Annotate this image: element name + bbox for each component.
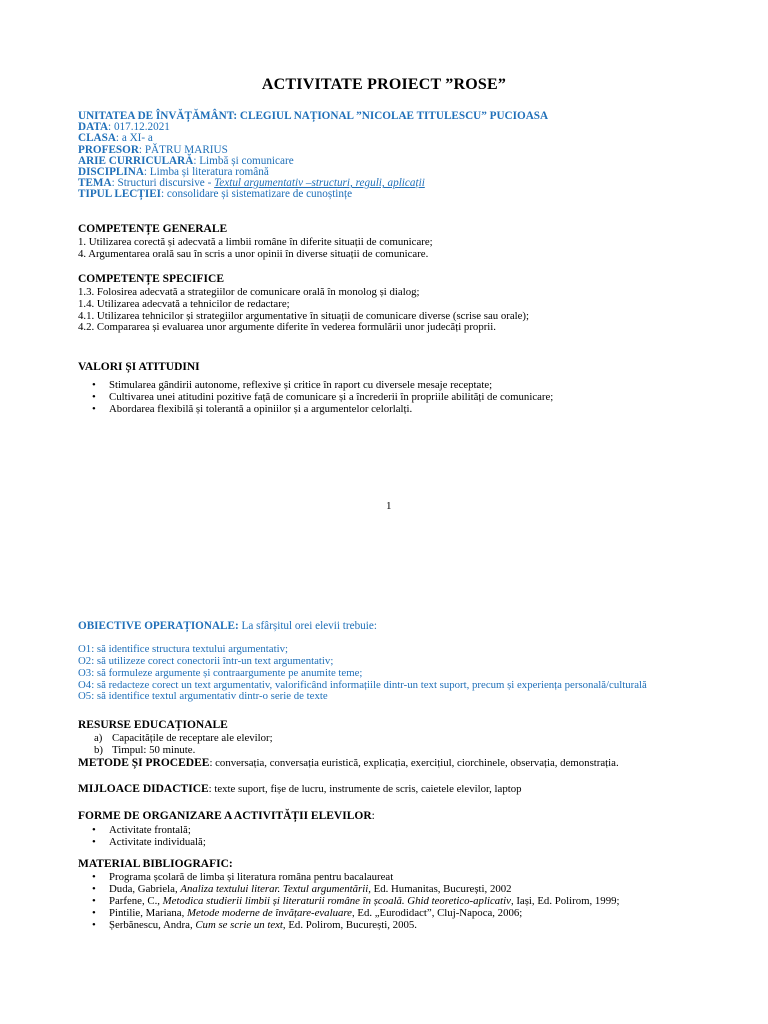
list-item: • Activitate individuală; bbox=[92, 836, 206, 848]
disciplina-value: : Limba și literatura română bbox=[143, 165, 269, 178]
bibliografie-section bbox=[78, 858, 718, 931]
arie-value: : Limbă și comunicare bbox=[193, 154, 294, 167]
competenta-generala-item: 1. Utilizarea corectă și adecvată a limbii române în diferite situații de comunicare; bbox=[78, 236, 433, 248]
profesor-label: PROFESOR bbox=[78, 143, 139, 156]
page-number: 1 bbox=[386, 500, 392, 512]
list-item: • Parfene, C., Metodica studierii limbii și literaturii române în școală. Ghid teoretico-aplicativ, Iași, Ed. Polirom, 1999; bbox=[92, 895, 620, 907]
bullet-icon: • bbox=[92, 824, 96, 836]
obiectiv-item: O5: să identifice textul argumentativ dintr-o serie de texte bbox=[78, 690, 328, 703]
forme-section: FORME DE ORGANIZARE A ACTIVITĂȚII ELEVILOR: • Activitate frontală; • Activitate individuală; bbox=[78, 810, 718, 848]
mijloace-label: MIJLOACE DIDACTICE bbox=[78, 783, 209, 795]
list-item: a) Capacitățile de receptare ale elevilor; bbox=[94, 732, 273, 744]
competente-generale-section bbox=[78, 223, 718, 261]
bullet-icon: • bbox=[92, 391, 96, 403]
valori-section bbox=[78, 361, 718, 415]
forme-list bbox=[78, 824, 718, 848]
competente-specifice-heading: COMPETENȚE SPECIFICE bbox=[78, 273, 225, 285]
profesor-value: : PĂTRU MARIUS bbox=[138, 143, 228, 156]
mijloace-value: : texte suport, fișe de lucru, instrumente de scris, caietele elevilor, laptop bbox=[208, 783, 522, 795]
competenta-specifica-item: 1.4. Utilizarea adecvată a tehnicilor de redactare; bbox=[78, 297, 290, 310]
tipul-value: : consolidare și sistematizare de cunoștințe bbox=[161, 188, 353, 201]
competente-specifice-section bbox=[78, 273, 718, 334]
clasa-label: CLASA bbox=[78, 132, 116, 145]
list-item: • Șerbănescu, Andra, Cum se scrie un text, Ed. Polirom, București, 2005. bbox=[92, 919, 417, 931]
data-value: : 017.12.2021 bbox=[108, 121, 170, 134]
bullet-icon: • bbox=[92, 403, 96, 415]
bibliografie-heading: MATERIAL BIBLIOGRAFIC: bbox=[78, 858, 233, 870]
bullet-icon: • bbox=[92, 379, 96, 391]
competente-generale-heading: COMPETENȚE GENERALE bbox=[78, 223, 228, 235]
unitate-label: UNITATEA DE ÎNVĂȚĂMÂNT bbox=[78, 110, 234, 122]
lesson-info bbox=[78, 111, 718, 201]
tema-label: TEMA bbox=[78, 177, 112, 190]
forme-heading: FORME DE ORGANIZARE A ACTIVITĂȚII ELEVILOR bbox=[78, 810, 372, 822]
metode-value: : conversația, conversația euristică, explicația, exercițiul, ciorchinele, observația, demonstrația. bbox=[209, 757, 619, 769]
tipul-label: TIPUL LECȚIEI bbox=[78, 188, 162, 201]
obiective-heading-line bbox=[78, 621, 718, 632]
obiectiv-item: O3: să formuleze argumente și contraargumente pe anumite teme; bbox=[78, 666, 363, 679]
page-title: ACTIVITATE PROIECT ”ROSE” bbox=[261, 76, 507, 93]
mijloace-section bbox=[78, 784, 718, 796]
list-item: • Cultivarea unei atitudini pozitive față de comunicare și a încrederii în propriile abilități de comunicare; bbox=[92, 391, 554, 403]
list-item: • Stimularea gândirii autonome, reflexive și critice în raport cu diversele mesaje receptate; bbox=[92, 379, 493, 391]
list-item: • Abordarea flexibilă și tolerantă a opiniilor și a argumentelor celorlalți. bbox=[92, 403, 413, 415]
competenta-specifica-item: 1.3. Folosirea adecvată a strategiilor de comunicare orală în monolog și dialog; bbox=[78, 286, 420, 298]
arie-label: ARIE CURRICULARĂ bbox=[78, 154, 194, 167]
competenta-specifica-item: 4.2. Compararea și evaluarea unor argumente diferite în vederea formulării unor judecăți proprii. bbox=[78, 321, 497, 334]
resurse-list bbox=[78, 732, 718, 756]
resurse-heading: RESURSE EDUCAȚIONALE bbox=[78, 719, 228, 731]
obiectiv-item: O4: să redacteze corect un text argumentativ, valorificând informațiile dintr-un text suport, precum și experiența personală/culturală bbox=[78, 678, 647, 691]
list-item: b) Timpul: 50 minute. bbox=[94, 744, 196, 756]
obiective-section bbox=[78, 621, 718, 703]
valori-heading: VALORI ȘI ATITUDINI bbox=[78, 361, 200, 373]
info-data bbox=[78, 122, 718, 133]
clasa-value: : a XI- a bbox=[115, 132, 153, 145]
bullet-icon: • bbox=[92, 871, 96, 883]
valori-list bbox=[78, 379, 718, 415]
bullet-icon: • bbox=[92, 919, 96, 931]
tema-link[interactable]: Textul argumentativ –structuri, reguli, aplicații bbox=[214, 177, 425, 190]
bibliografie-list bbox=[78, 871, 718, 931]
competenta-generala-item: 4. Argumentarea orală sau în scris a unor opinii în diverse situații de comunicare. bbox=[78, 247, 429, 260]
list-item: • Programa școlară de limba și literatura româna pentru bacalaureat bbox=[92, 871, 394, 883]
metode-section bbox=[78, 758, 718, 770]
obiectiv-item: O1: să identifice structura textului argumentativ; bbox=[78, 643, 288, 656]
obiective-intro: La sfârșitul orei elevii trebuie: bbox=[238, 620, 377, 632]
unitate-value: : CLEGIUL NAȚIONAL ”NICOLAE TITULESCU” PUCIOASA bbox=[233, 110, 549, 122]
disciplina-label: DISCIPLINA bbox=[78, 165, 144, 178]
list-item: • Pintilie, Mariana, Metode moderne de învățare-evaluare, Ed. „Eurodidact”, Cluj-Napoca, 2006; bbox=[92, 907, 523, 919]
list-item: • Duda, Gabriela, Analiza textului literar. Textul argumentării, Ed. Humanitas, București, 2002 bbox=[92, 883, 512, 895]
data-label: DATA bbox=[78, 121, 109, 134]
list-item: • Activitate frontală; bbox=[92, 824, 191, 836]
obiective-heading: OBIECTIVE OPERAȚIONALE: bbox=[78, 620, 239, 632]
info-unitate bbox=[78, 111, 718, 122]
metode-label: METODE ȘI PROCEDEE bbox=[78, 757, 210, 769]
bullet-icon: • bbox=[92, 883, 96, 895]
info-tipul bbox=[78, 189, 718, 200]
bullet-icon: • bbox=[92, 836, 96, 848]
competenta-specifica-item: 4.1. Utilizarea tehnicilor și strategiilor argumentative în situații de comunicare diverse (scrise sau orale); bbox=[78, 309, 530, 322]
resurse-section bbox=[78, 719, 718, 756]
tema-value: : Structuri discursive - bbox=[111, 177, 215, 190]
obiectiv-item: O2: să utilizeze corect conectorii într-un text argumentativ; bbox=[78, 654, 334, 667]
bullet-icon: • bbox=[92, 907, 96, 919]
bullet-icon: • bbox=[92, 895, 96, 907]
